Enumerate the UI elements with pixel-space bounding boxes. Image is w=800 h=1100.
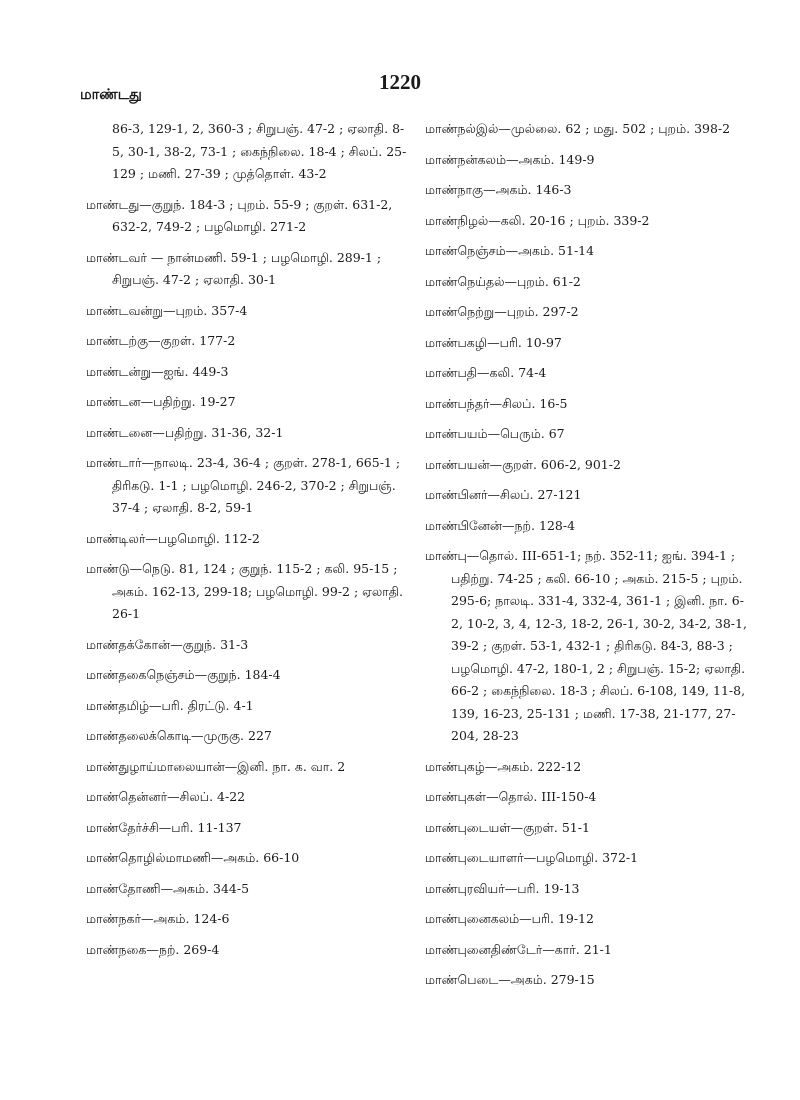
index-entry: மாண்புனைதிண்டேர்—கார். 21-1	[425, 941, 612, 957]
index-entry: மாண்நெற்று—புறம். 297-2	[425, 304, 579, 319]
index-entry: மாண்தகைநெஞ்சம்—குறுந். 184-4	[86, 667, 281, 682]
index-entry: மாண்நெய்தல்—புறம். 61-2	[425, 273, 581, 289]
index-entry: மாண்டன்று—ஐங். 449-3	[86, 363, 229, 379]
index-entry: மாண்தொழில்மாமணி—அகம். 66-10	[86, 850, 300, 865]
index-entry: மாண்தோணி—அகம். 344-5	[86, 880, 250, 896]
page-number: 1220	[379, 70, 421, 94]
index-entry: மாண்தேர்ச்சி—பரி. 11-137	[86, 819, 242, 835]
index-entry: மாண்டற்கு—குறள். 177-2	[86, 333, 236, 348]
index-entry: மாண்புகழ்—அகம். 222-12	[425, 758, 582, 774]
index-entry: மாண்பதி—கலி. 74-4	[425, 365, 547, 380]
index-entry: மாண்டு—நெடு. 81, 124 ; குறுந். 115-2 ; கலி. 95-15 ; அகம். 162-13, 299-18; பழமொழி. 99-2 ; ஏலாதி. 26-1	[86, 561, 404, 621]
index-entry: மாண்புரவியர்—பரி. 19-13	[425, 880, 580, 896]
index-entry: மாண்நிழல்—கலி. 20-16 ; புறம். 339-2	[425, 212, 650, 228]
index-entry: மாண்நல்இல்—முல்லை. 62 ; மது. 502 ; புறம். 398-2	[425, 121, 731, 136]
index-entry: மாண்நெஞ்சம்—அகம். 51-14	[425, 243, 595, 258]
index-entry: மாண்துழாய்மாலையான்—இனி. நா. க. வா. 2	[86, 758, 346, 774]
index-entry: மாண்டது—குறுந். 184-3 ; புறம். 55-9 ; குறள். 631-2, 632-2, 749-2 ; பழமொழி. 271-2	[86, 196, 393, 234]
index-entry: மாண்புடையள்—குறள். 51-1	[425, 819, 590, 835]
index-entry: மாண்நாகு—அகம். 146-3	[425, 182, 572, 197]
index-entry: மாண்பந்தர்—சிலப். 16-5	[425, 395, 568, 411]
index-entry: மாண்பகழி—பரி. 10-97	[425, 334, 562, 350]
index-entry: மாண்பு—தொல். III-651-1; நற். 352-11; ஐங். 394-1 ; பதிற்று. 74-25 ; கலி. 66-10 ; அகம். 215-5 ; புறம். 295-6; நாலடி. 331-4, 332-4, 361-1 ; இனி. நா. 6-2, 10-2, 3, 4, 12-3, 18-2, 26-1, 30-2, 34-2, 38-1, 39-2 ; குறள். 53-1, 432-1 ; திரிகடு. 84-3, 88-3 ; பழமொழி. 47-2, 180-1, 2 ; சிறுபஞ். 15-2; ஏலாதி. 66-2 ; கைந்நிலை. 18-3 ; சிலப். 6-108, 149, 11-8, 139, 16-23, 25-131 ; மணி. 17-38, 21-177, 27-204, 28-23	[425, 548, 747, 743]
running-head: மாண்டது	[80, 86, 142, 103]
index-entry: மாண்டவன்று—புறம். 357-4	[86, 302, 248, 318]
index-entry: மாண்தென்னர்—சிலப். 4-22	[86, 789, 246, 804]
index-entry: மாண்நகை—நற். 269-4	[86, 941, 220, 957]
index-entry: மாண்தலைக்கொடி—முருகு. 227	[86, 728, 272, 743]
index-entry: மாண்நன்கலம்—அகம். 149-9	[425, 151, 595, 167]
index-entry: மாண்தமிழ்—பரி. திரட்டு. 4-1	[86, 697, 254, 713]
index-entry: மாண்புடையாளர்—பழமொழி. 372-1	[425, 850, 639, 865]
index-entry: மாண்பினேன்—நற். 128-4	[425, 517, 576, 533]
index-entry: மாண்பயம்—பெரும். 67	[425, 426, 565, 441]
index-entry: மாண்டார்—நாலடி. 23-4, 36-4 ; குறள். 278-1, 665-1 ; திரிகடு. 1-1 ; பழமொழி. 246-2, 370-2 ; சிறுபஞ். 37-4 ; ஏலாதி. 8-2, 59-1	[86, 455, 401, 515]
index-entry: மாண்பினர்—சிலப். 27-121	[425, 487, 582, 502]
index-entry: 86-3, 129-1, 2, 360-3 ; சிறுபஞ். 47-2 ; ஏலாதி. 8-5, 30-1, 38-2, 73-1 ; கைந்நிலை. 18-4 ; சிலப். 25-129 ; மணி. 27-39 ; முத்தொள். 43-2	[112, 121, 407, 181]
index-entry: மாண்டவர் — நான்மணி. 59-1 ; பழமொழி. 289-1 ; சிறுபஞ். 47-2 ; ஏலாதி. 30-1	[86, 249, 382, 287]
left-column	[86, 118, 414, 969]
index-entry: மாண்புனைகலம்—பரி. 19-12	[425, 911, 594, 926]
index-entry: மாண்டனை—பதிற்று. 31-36, 32-1	[86, 424, 284, 440]
index-entry: மாண்பயன்—குறள். 606-2, 901-2	[425, 456, 621, 472]
index-entry: மாண்தக்கோன்—குறுந். 31-3	[86, 636, 249, 652]
index-entry: மாண்நகர்—அகம். 124-6	[86, 911, 230, 926]
index-entry: மாண்டிலர்—பழமொழி. 112-2	[86, 530, 260, 546]
index-entry: மாண்பெடை—அகம். 279-15	[425, 972, 595, 987]
index-entry: மாண்புகள்—தொல். III-150-4	[425, 789, 597, 804]
right-column	[425, 118, 753, 1000]
index-entry: மாண்டன—பதிற்று. 19-27	[86, 394, 236, 409]
